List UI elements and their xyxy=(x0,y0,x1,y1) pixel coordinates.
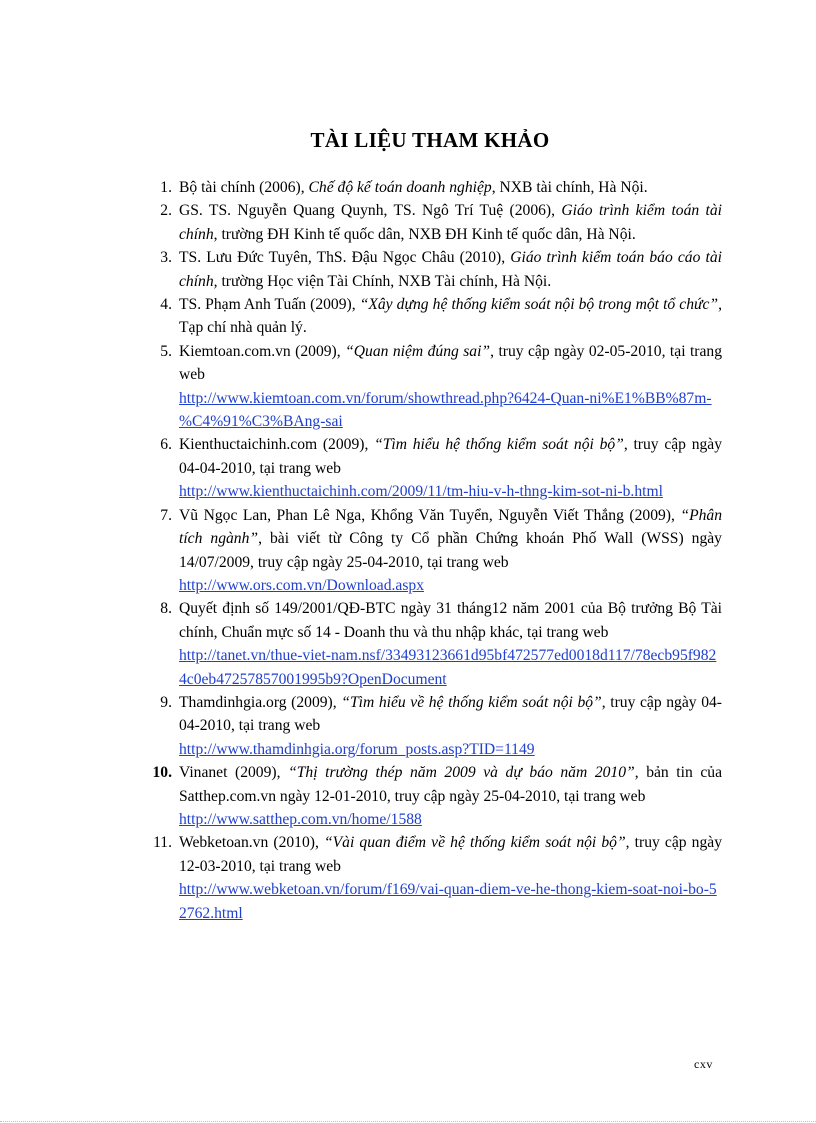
reference-text: Thamdinhgia.org (2009), xyxy=(179,693,342,711)
reference-text: , NXB tài chính, Hà Nội. xyxy=(491,179,648,196)
reference-title: Giáo trình kiểm toán báo cáo tài chính, xyxy=(179,249,722,290)
page-title: TÀI LIỆU THAM KHẢO xyxy=(310,128,550,152)
reference-title: “Thị trường thép năm 2009 và dự báo năm 2010” xyxy=(288,764,635,782)
reference-number: 5. xyxy=(160,342,172,360)
reference-link[interactable]: http://www.kiemtoan.com.vn/forum/showthread.php?6424-Quan-ni%E1%BB%87m-%C4%91%C3%BAng-sai xyxy=(179,389,712,431)
reference-text: , trường ĐH Kinh tế quốc dân, NXB ĐH Kinh tế quốc dân, Hà Nội. xyxy=(213,225,636,243)
reference-text: TS. Phạm Anh Tuấn (2009), xyxy=(179,296,360,314)
reference-title: Giáo trình kiểm toán tài chính xyxy=(179,202,722,243)
reference-title: “Tìm hiểu về hệ thống kiểm soát nội bộ” xyxy=(341,693,602,711)
reference-title: “Phân tích ngành” xyxy=(179,506,722,548)
reference-number: 4. xyxy=(160,296,172,314)
reference-text: Bộ tài chính (2006), xyxy=(179,179,309,196)
reference-title: “Quan niệm đúng sai” xyxy=(345,342,491,360)
reference-number: 1. xyxy=(160,179,172,196)
reference-item xyxy=(146,176,722,199)
reference-link[interactable]: http://www.kienthuctaichinh.com/2009/11/tm-hiu-v-h-thng-kim-sot-ni-b.html xyxy=(179,483,663,501)
reference-title: “Xây dựng hệ thống kiểm soát nội bộ trong một tổ chức” xyxy=(359,296,719,314)
reference-list xyxy=(146,176,722,925)
reference-text: Vũ Ngọc Lan, Phan Lê Nga, Khổng Văn Tuyển, Nguyễn Viết Thắng (2009), xyxy=(179,506,681,524)
reference-text: Kienthuctaichinh.com (2009), xyxy=(179,436,375,454)
reference-link[interactable]: http://www.webketoan.vn/forum/f169/vai-quan-diem-ve-he-thong-kiem-soat-noi-bo-52762.html xyxy=(179,881,717,922)
reference-link[interactable]: http://www.ors.com.vn/Download.aspx xyxy=(179,576,424,594)
reference-number: 3. xyxy=(160,249,172,267)
reference-number: 11. xyxy=(153,834,172,852)
reference-item xyxy=(146,831,722,925)
reference-text: Vinanet (2009), xyxy=(179,764,289,782)
reference-text: , truy cập ngày 02-05-2010, tại trang web xyxy=(179,342,723,384)
reference-number: 2. xyxy=(160,202,172,220)
reference-item xyxy=(146,504,722,598)
reference-item xyxy=(146,246,722,293)
reference-item xyxy=(146,761,722,831)
reference-link[interactable]: http://www.thamdinhgia.org/forum_posts.asp?TID=1149 xyxy=(179,740,535,758)
reference-item xyxy=(146,293,722,340)
reference-text: GS. TS. Nguyễn Quang Quynh, TS. Ngô Trí Tuệ (2006), xyxy=(179,202,562,220)
reference-text: Kiemtoan.com.vn (2009), xyxy=(179,342,346,360)
reference-title: Chế độ kế toán doanh nghiệp xyxy=(308,179,492,196)
reference-item xyxy=(146,340,722,434)
reference-text: , truy cập ngày 12-03-2010, tại trang web xyxy=(179,834,722,875)
reference-item xyxy=(146,597,722,691)
reference-number: 7. xyxy=(160,506,172,524)
reference-text: , truy cập ngày 04-04-2010, tại trang web xyxy=(179,436,723,477)
reference-item xyxy=(146,691,722,761)
reference-text: trường Học viện Tài Chính, NXB Tài chính, Hà Nội. xyxy=(217,272,552,290)
reference-text: , bài viết từ Công ty Cổ phần Chứng khoán Phố Wall (WSS) ngày 14/07/2009, truy cập ngày 25-04-2010, tại trang web xyxy=(179,530,722,571)
reference-text: , bản tin của Satthep.com.vn ngày 12-01-2010, truy cập ngày 25-04-2010, tại trang web xyxy=(179,764,722,805)
reference-text: Quyết định số 149/2001/QĐ-BTC ngày 31 tháng12 năm 2001 của Bộ trưởng Bộ Tài chính, Chuẩn mực số 14 - Doanh thu và thu nhập khác, tại trang web xyxy=(179,600,722,641)
reference-text: , truy cập ngày 04-04-2010, tại trang web xyxy=(179,693,722,735)
reference-number: 8. xyxy=(160,600,172,618)
page-number: cxv xyxy=(694,1057,713,1071)
reference-item xyxy=(146,433,722,503)
reference-title: “Tìm hiểu hệ thống kiểm soát nội bộ” xyxy=(374,436,624,454)
reference-text: Webketoan.vn (2010), xyxy=(179,834,324,852)
reference-number: 9. xyxy=(160,693,172,711)
reference-link[interactable]: http://tanet.vn/thue-viet-nam.nsf/33493123661d95bf472577ed0018d117/78ecb95f9824c0eb47257857001995b9?OpenDocument xyxy=(179,647,717,688)
reference-number: 6. xyxy=(160,436,172,454)
page-bottom-rule xyxy=(0,1121,816,1122)
reference-link[interactable]: http://www.satthep.com.vn/home/1588 xyxy=(179,810,422,828)
reference-title: “Vài quan điểm về hệ thống kiểm soát nội bộ” xyxy=(323,834,626,852)
reference-item xyxy=(146,199,722,246)
reference-text: , Tạp chí nhà quản lý. xyxy=(179,296,722,337)
reference-text: TS. Lưu Đức Tuyên, ThS. Đậu Ngọc Châu (2010), xyxy=(179,249,511,267)
reference-number: 10. xyxy=(152,764,172,782)
